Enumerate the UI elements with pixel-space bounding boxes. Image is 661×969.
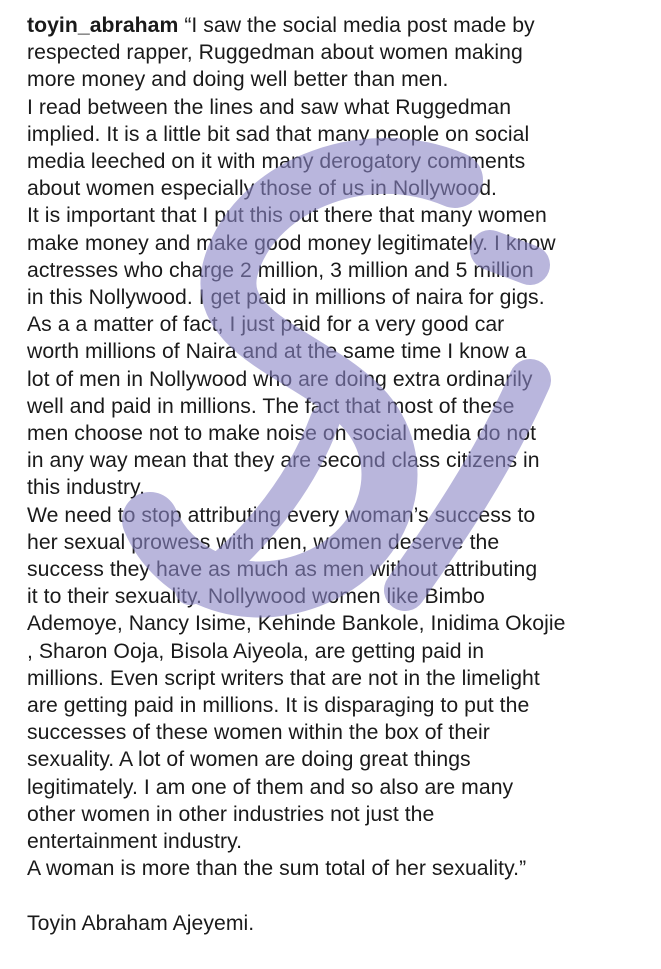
caption-paragraph-2: I read between the lines and saw what Ruggedman implied. It is a little bit sad that many people on social media leeched on it with many derogatory comments about women especially those of us in Nollywood. [27,95,530,201]
caption-text-block [27,12,647,937]
caption-paragraph-1 [27,12,647,94]
signature-text: Toyin Abraham Ajeyemi. [27,911,255,935]
caption-paragraph-3: It is important that I put this out there that many women make money and make good money legitimately. I know actresses who charge 2 million, 3 million and 5 million in this Nollywood. I get paid in millions of naira for gigs. As a a matter of fact, I just paid for a very good car worth millions of Naira and at the same time I know a lot of men in Nollywood who are doing extra ordinarily well and paid in millions. The fact that most of these men choose not to make noise on social media do not in any way mean that they are second class citizens in this industry. [27,204,556,500]
caption-paragraph-5: A woman is more than the sum total of her sexuality.” [27,857,527,881]
caption-paragraph-1-text: “I saw the social media post made by respected rapper, Ruggedman about women making more money and doing well better than men. [27,14,535,92]
username-link[interactable]: toyin_abraham [27,14,179,37]
caption-paragraph-4: We need to stop attributing every woman’s success to her sexual prowess with men, women deserve the success they have as much as men without attributing it to their sexuality. Nollywood women like Bimbo Ademoye, Nancy Isime, Kehinde Bankole, Inidima Okojie , Sharon Ooja, Bisola Aiyeola, are getting paid in millions. Even script writers that are not in the limelight are getting paid in millions. It is disparaging to put the successes of these women within the box of their sexuality. A lot of women are doing great things legitimately. I am one of them and so also are many other women in other industries not just the entertainment industry. [27,503,566,854]
